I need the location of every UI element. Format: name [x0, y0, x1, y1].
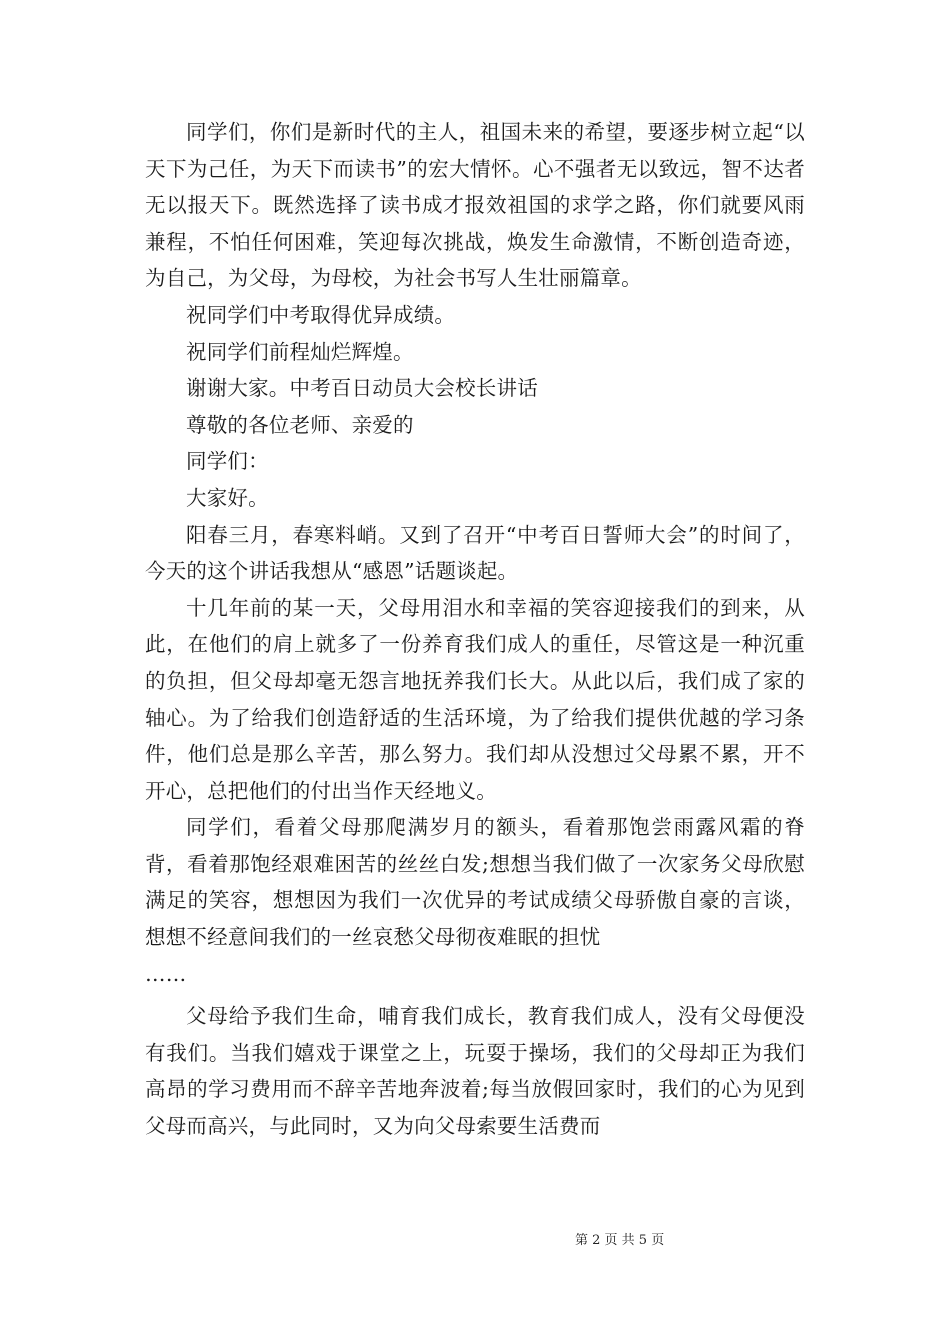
paragraph-parents-care: 同学们，看着父母那爬满岁月的额头，看着那饱尝雨露风霜的脊背，看着那饱经艰难困苦的丝丝白发;想想当我们做了一次家务父母欣慰满足的笑容，想想因为我们一次优异的考试成绩父母骄傲自豪的言谈，想想不经意间我们的一丝哀愁父母彻夜难眠的担忧	[145, 815, 805, 950]
paragraph-parents-birth: 十几年前的某一天，父母用泪水和幸福的笑容迎接我们的到来，从此，在他们的肩上就多了一份养育我们成人的重任，尽管这是一种沉重的负担，但父母却毫无怨言地抚养我们长大。从此以后，我们成了家的轴心。为了给我们创造舒适的生活环境，为了给我们提供优越的学习条件，他们总是那么辛苦，那么努力。我们却从没想过父母累不累，开不开心，总把他们的付出当作天经地义。	[145, 595, 805, 803]
paragraph-spring: 阳春三月，春寒料峭。又到了召开“中考百日誓师大会”的时间了，今天的这个讲话我想从“感恩”话题谈起。	[145, 522, 805, 584]
paragraph-wish-future: 祝同学们前程灿烂辉煌。	[186, 339, 414, 364]
paragraph-ellipsis: ……	[145, 961, 187, 986]
page-number: 第 2 页 共 5 页	[575, 1233, 665, 1248]
paragraph-greeting: 大家好。	[186, 485, 269, 510]
paragraph-thanks-title: 谢谢大家。中考百日动员大会校长讲话	[186, 376, 538, 401]
document-body	[145, 114, 805, 1145]
paragraph-salutation: 尊敬的各位老师、亲爱的	[186, 412, 414, 437]
paragraph-parents-give: 父母给予我们生命，哺育我们成长，教育我们成人，没有父母便没有我们。当我们嬉戏于课堂之上，玩耍于操场，我们的父母却正为我们高昂的学习费用而不辞辛苦地奔波着;每当放假回家时，我们的心为见到父母而高兴，与此同时，又为向父母索要生活费而	[145, 1004, 805, 1139]
paragraph-wish-exam: 祝同学们中考取得优异成绩。	[186, 302, 456, 327]
paragraph-duty: 同学们，你们是新时代的主人，祖国未来的希望，要逐步树立起“以天下为己任，为天下而读书”的宏大情怀。心不强者无以致远，智不达者无以报天下。既然选择了读书成才报效祖国的求学之路，你们就要风雨兼程，不怕任何困难，笑迎每次挑战，焕发生命激情，不断创造奇迹，为自己，为父母，为母校，为社会书写人生壮丽篇章。	[145, 120, 805, 291]
paragraph-students: 同学们：	[186, 449, 269, 474]
